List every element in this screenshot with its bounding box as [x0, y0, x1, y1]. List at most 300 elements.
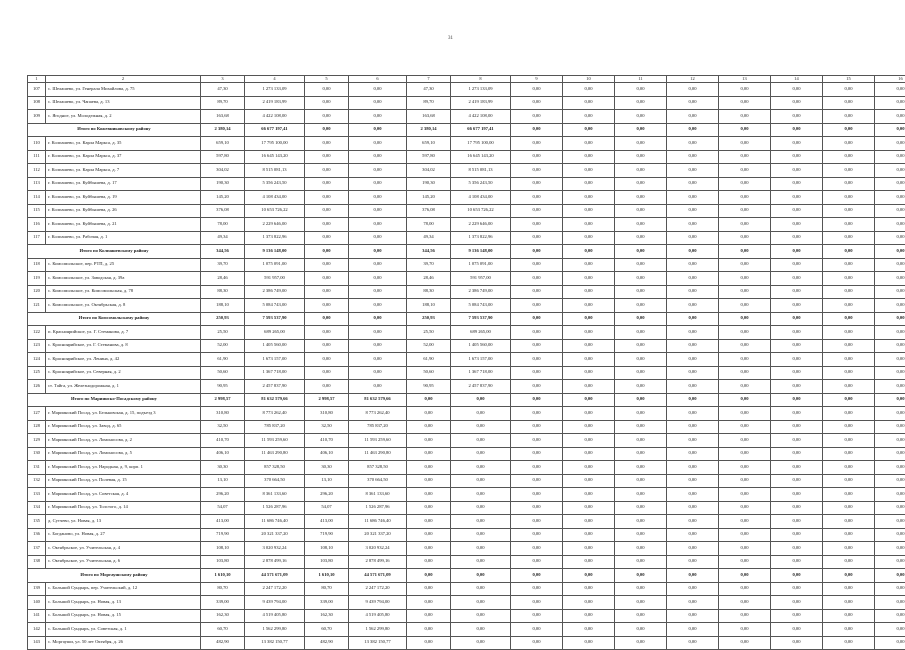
table-cell: 0,00 [719, 461, 771, 475]
table-cell: 0,00 [771, 123, 823, 137]
table-cell: 108,10 [305, 542, 349, 556]
table-cell: 11 593 259,60 [349, 434, 407, 448]
table-cell: 0,00 [875, 609, 905, 623]
table-cell: 0,00 [719, 137, 771, 151]
table-cell: 1 610,10 [305, 569, 349, 583]
table-cell: 0,00 [719, 204, 771, 218]
table-cell: 0,00 [563, 474, 615, 488]
table-cell: 0,00 [823, 218, 875, 232]
row-number: 143 [28, 636, 46, 650]
table-cell: 785 837,20 [245, 420, 305, 434]
table-cell: 2 878 499,16 [245, 555, 305, 569]
row-number: 128 [28, 420, 46, 434]
table-cell: 0,00 [719, 623, 771, 637]
table-cell: 0,00 [719, 96, 771, 110]
row-number: 123 [28, 339, 46, 353]
table-cell: 0,00 [511, 299, 563, 313]
address-cell: г. Колпашево, ул. Карла Маркса, д. 7 [46, 164, 201, 178]
table-cell: 0,00 [719, 231, 771, 245]
table-cell: 0,00 [823, 177, 875, 191]
table-cell: 20 321 337,20 [245, 528, 305, 542]
table-cell: 0,00 [771, 555, 823, 569]
table-cell: 11 686 746,40 [349, 515, 407, 529]
table-row [28, 420, 905, 434]
table-cell: 0,00 [771, 461, 823, 475]
table-cell: 0,00 [771, 501, 823, 515]
table-cell: 0,00 [667, 150, 719, 164]
table-cell: 0,00 [349, 258, 407, 272]
table-cell: 0,00 [719, 177, 771, 191]
table-cell: 0,00 [563, 393, 615, 407]
table-cell: 8 515 081,13 [451, 164, 511, 178]
row-number: 110 [28, 137, 46, 151]
table-cell: 0,00 [305, 137, 349, 151]
table-cell: 0,00 [771, 474, 823, 488]
subtotal-label: Итого по Колпашевскому району [28, 245, 201, 259]
table-cell: 44 571 671,09 [349, 569, 407, 583]
table-cell: 0,00 [615, 555, 667, 569]
table-cell: 0,00 [615, 164, 667, 178]
table-cell: 0,00 [667, 326, 719, 340]
table-cell: 0,00 [667, 353, 719, 367]
table-cell: 0,00 [667, 447, 719, 461]
subtotal-label: Итого по Мариинско-Посадскому району [28, 393, 201, 407]
table-cell: 0,00 [511, 123, 563, 137]
table-cell: 689 265,00 [451, 326, 511, 340]
table-cell: 0,00 [823, 407, 875, 421]
table-cell: 1 075 091,00 [245, 258, 305, 272]
table-cell: 0,00 [563, 177, 615, 191]
address-cell: г. Колпашево, ул. Карла Маркса, д. 37 [46, 150, 201, 164]
table-cell: 0,00 [563, 204, 615, 218]
address-cell: г. Мариинский Посад, ул. Народная, д. 9, корп. 1 [46, 461, 201, 475]
table-cell: 0,00 [719, 582, 771, 596]
table-cell: 0,00 [875, 123, 905, 137]
table-cell: 0,00 [511, 177, 563, 191]
table-cell: 0,00 [667, 123, 719, 137]
table-cell: 0,00 [305, 96, 349, 110]
table-cell: 0,00 [407, 569, 451, 583]
table-cell: 250,93 [201, 312, 245, 326]
table-cell: 0,00 [771, 380, 823, 394]
table-cell: 0,00 [615, 218, 667, 232]
table-cell: 0,00 [875, 623, 905, 637]
table-cell: 0,00 [615, 272, 667, 286]
table-cell: 0,00 [407, 501, 451, 515]
table-row [28, 380, 905, 394]
table-cell: 0,00 [305, 83, 349, 97]
table-cell: 0,00 [875, 326, 905, 340]
table-cell: 0,00 [875, 137, 905, 151]
address-cell: ст. Тайга, ул. Железнодорожная, д. 1 [46, 380, 201, 394]
table-cell: 81 632 579,66 [349, 393, 407, 407]
table-cell: 0,00 [407, 420, 451, 434]
repair-program-table [27, 75, 905, 650]
table-cell: 2 998,57 [201, 393, 245, 407]
table-cell: 0,00 [719, 434, 771, 448]
table-cell: 13 382 150,77 [245, 636, 305, 650]
subtotal-row [28, 569, 905, 583]
table-cell: 108,10 [201, 542, 245, 556]
table-cell: 0,00 [823, 123, 875, 137]
table-cell: 0,00 [875, 204, 905, 218]
table-cell: 344,56 [201, 245, 245, 259]
table-cell: 0,00 [823, 636, 875, 650]
table-cell: 0,00 [451, 461, 511, 475]
table-row [28, 299, 905, 313]
table-cell: 0,00 [511, 258, 563, 272]
table-cell: 163,68 [201, 110, 245, 124]
row-number: 115 [28, 204, 46, 218]
table-cell: 20 321 337,20 [349, 528, 407, 542]
row-number: 134 [28, 501, 46, 515]
table-cell: 0,00 [875, 353, 905, 367]
table-cell: 0,00 [451, 609, 511, 623]
table-cell: 0,00 [771, 569, 823, 583]
row-number: 130 [28, 447, 46, 461]
table-cell: 0,00 [771, 218, 823, 232]
table-cell: 0,00 [771, 393, 823, 407]
table-cell: 0,00 [407, 542, 451, 556]
table-cell: 0,00 [667, 110, 719, 124]
address-cell: г. Мариинский Посад, ул. Толстого, д. 14 [46, 501, 201, 515]
table-cell: 0,00 [511, 218, 563, 232]
table-cell: 0,00 [667, 569, 719, 583]
table-cell: 0,00 [719, 326, 771, 340]
table-cell: 0,00 [615, 285, 667, 299]
row-number: 114 [28, 191, 46, 205]
table-cell: 0,00 [511, 326, 563, 340]
table-cell: 0,00 [875, 447, 905, 461]
table-row [28, 164, 905, 178]
table-cell: 0,00 [511, 272, 563, 286]
table-cell: 0,00 [511, 542, 563, 556]
address-cell: с. Большой Сундырь, ул. Советская, д. 1 [46, 623, 201, 637]
table-cell: 0,00 [451, 569, 511, 583]
table-cell: 0,00 [667, 164, 719, 178]
table-cell: 0,00 [563, 542, 615, 556]
table-cell: 0,00 [823, 339, 875, 353]
table-cell: 719,90 [305, 528, 349, 542]
table-cell: 8 361 133,60 [349, 488, 407, 502]
table-cell: 0,00 [771, 231, 823, 245]
subtotal-row [28, 245, 905, 259]
table-cell: 2 878 499,16 [349, 555, 407, 569]
table-cell: 413,00 [201, 515, 245, 529]
table-cell: 0,00 [771, 258, 823, 272]
table-cell: 591 957,00 [451, 272, 511, 286]
table-cell: 0,00 [407, 447, 451, 461]
table-cell: 0,00 [349, 110, 407, 124]
table-cell: 0,00 [771, 150, 823, 164]
table-cell: 1 273 133,09 [451, 83, 511, 97]
table-cell: 190,30 [201, 177, 245, 191]
table-cell: 66 677 197,41 [451, 123, 511, 137]
subtotal-label: Итого по Кожевниковскому району [28, 123, 201, 137]
table-cell: 0,00 [823, 555, 875, 569]
table-cell: 370 664,50 [245, 474, 305, 488]
table-row [28, 488, 905, 502]
table-cell: 0,00 [349, 245, 407, 259]
column-header: 3 [201, 76, 245, 83]
table-cell: 0,00 [771, 609, 823, 623]
table-cell: 1 075 091,00 [451, 258, 511, 272]
table-cell: 0,00 [875, 110, 905, 124]
table-cell: 0,00 [511, 245, 563, 259]
table-cell: 0,00 [771, 285, 823, 299]
table-cell: 0,00 [305, 204, 349, 218]
table-cell: 1 562 299,80 [349, 623, 407, 637]
table-cell: 0,00 [667, 272, 719, 286]
table-cell: 0,00 [823, 164, 875, 178]
table-cell: 0,00 [349, 312, 407, 326]
table-row [28, 474, 905, 488]
address-cell: г. Колпашево, ул. Куйбышева, д. 19 [46, 191, 201, 205]
table-cell: 0,00 [875, 407, 905, 421]
table-cell: 0,00 [719, 339, 771, 353]
table-row [28, 501, 905, 515]
table-cell: 0,00 [349, 339, 407, 353]
table-cell: 0,00 [823, 380, 875, 394]
table-cell: 0,00 [511, 339, 563, 353]
table-row [28, 609, 905, 623]
table-cell: 0,00 [305, 312, 349, 326]
table-cell: 0,00 [305, 110, 349, 124]
table-cell: 0,00 [667, 231, 719, 245]
table-row [28, 204, 905, 218]
table-cell: 0,00 [667, 366, 719, 380]
table-cell: 0,00 [875, 285, 905, 299]
table-cell: 1 367 718,00 [245, 366, 305, 380]
table-cell: 0,00 [823, 96, 875, 110]
table-cell: 25,50 [201, 326, 245, 340]
table-cell: 0,00 [615, 461, 667, 475]
table-cell: 80,70 [305, 582, 349, 596]
table-cell: 0,00 [305, 299, 349, 313]
table-cell: 0,00 [875, 312, 905, 326]
row-number: 137 [28, 542, 46, 556]
table-cell: 0,00 [305, 191, 349, 205]
table-row [28, 339, 905, 353]
table-cell: 0,00 [563, 420, 615, 434]
table-cell: 44 571 671,09 [245, 569, 305, 583]
table-cell: 0,00 [823, 258, 875, 272]
table-cell: 0,00 [563, 191, 615, 205]
page-number: 31 [448, 36, 453, 41]
table-cell: 32,50 [201, 420, 245, 434]
table-cell: 39,70 [407, 258, 451, 272]
table-cell: 5 356 243,50 [451, 177, 511, 191]
table-cell: 0,00 [511, 474, 563, 488]
table-cell: 785 837,20 [349, 420, 407, 434]
address-cell: с. Большой Сундырь, пер. Учительский, д. 12 [46, 582, 201, 596]
table-cell: 0,00 [823, 326, 875, 340]
table-cell: 0,00 [563, 285, 615, 299]
table-cell: 0,00 [823, 83, 875, 97]
table-cell: 0,00 [615, 393, 667, 407]
table-cell: 0,00 [511, 596, 563, 610]
table-cell: 1 673 157,00 [245, 353, 305, 367]
table-cell: 0,00 [771, 542, 823, 556]
table-cell: 60,70 [201, 623, 245, 637]
table-cell: 0,00 [875, 299, 905, 313]
table-cell: 0,00 [511, 137, 563, 151]
table-cell: 11 463 290,80 [349, 447, 407, 461]
table-cell: 0,00 [875, 366, 905, 380]
address-cell: г. Колпашево, ул. Куйбышева, д. 26 [46, 204, 201, 218]
table-cell: 5 084 743,00 [245, 299, 305, 313]
table-cell: 310,80 [305, 407, 349, 421]
table-cell: 0,00 [563, 96, 615, 110]
address-cell: с. Шелашево, ул. Генерала Михайлова, д. 75 [46, 83, 201, 97]
table-cell: 0,00 [563, 137, 615, 151]
table-cell: 52,00 [201, 339, 245, 353]
table-cell: 54,07 [305, 501, 349, 515]
table-cell: 0,00 [667, 420, 719, 434]
table-cell: 8 515 081,13 [245, 164, 305, 178]
table-cell: 163,68 [407, 110, 451, 124]
table-cell: 2 386 749,00 [245, 285, 305, 299]
table-cell: 0,00 [451, 623, 511, 637]
table-cell: 162,30 [201, 609, 245, 623]
table-cell: 0,00 [667, 285, 719, 299]
row-number: 136 [28, 528, 46, 542]
row-number: 124 [28, 353, 46, 367]
table-cell: 0,00 [615, 515, 667, 529]
table-cell: 0,00 [771, 636, 823, 650]
table-cell: 10 653 726,22 [245, 204, 305, 218]
table-cell: 0,00 [305, 366, 349, 380]
row-number: 122 [28, 326, 46, 340]
table-cell: 0,00 [563, 299, 615, 313]
table-cell: 0,00 [719, 353, 771, 367]
table-cell: 250,93 [407, 312, 451, 326]
table-cell: 0,00 [563, 245, 615, 259]
table-cell: 304,02 [201, 164, 245, 178]
table-cell: 0,00 [771, 366, 823, 380]
column-header: 16 [875, 76, 905, 83]
table-cell: 0,00 [771, 582, 823, 596]
table-cell: 0,00 [875, 218, 905, 232]
table-cell: 0,00 [615, 434, 667, 448]
table-cell: 0,00 [563, 272, 615, 286]
column-header: 10 [563, 76, 615, 83]
table-cell: 5 084 743,00 [451, 299, 511, 313]
table-cell: 0,00 [667, 96, 719, 110]
table-cell: 0,00 [563, 447, 615, 461]
table-cell: 0,00 [305, 258, 349, 272]
table-cell: 0,00 [615, 542, 667, 556]
row-number: 112 [28, 164, 46, 178]
table-cell: 410,70 [305, 434, 349, 448]
table-cell: 659,10 [201, 137, 245, 151]
table-cell: 0,00 [511, 204, 563, 218]
row-number: 129 [28, 434, 46, 448]
table-cell: 0,00 [875, 542, 905, 556]
table-cell: 0,00 [615, 231, 667, 245]
table-cell: 4 519 405,80 [245, 609, 305, 623]
table-cell: 16 645 143,20 [245, 150, 305, 164]
table-cell: 406,10 [201, 447, 245, 461]
table-row [28, 326, 905, 340]
row-number: 142 [28, 623, 46, 637]
table-cell: 0,00 [511, 488, 563, 502]
address-cell: г. Колпашево, ул. Карла Маркса, д. 35 [46, 137, 201, 151]
table-cell: 4 519 405,80 [349, 609, 407, 623]
table-cell: 25,50 [407, 326, 451, 340]
table-cell: 0,00 [823, 488, 875, 502]
table-cell: 90,95 [201, 380, 245, 394]
column-header: 7 [407, 76, 451, 83]
table-cell: 0,00 [407, 596, 451, 610]
row-number: 131 [28, 461, 46, 475]
address-cell: с. Октябрьское, ул. Учительская, д. 4 [46, 542, 201, 556]
table-cell: 0,00 [615, 623, 667, 637]
table-cell: 659,10 [407, 137, 451, 151]
table-row [28, 231, 905, 245]
table-cell: 0,00 [719, 150, 771, 164]
table-cell: 0,00 [349, 366, 407, 380]
table-cell: 406,10 [305, 447, 349, 461]
table-cell: 591 957,00 [245, 272, 305, 286]
table-cell: 0,00 [875, 231, 905, 245]
table-cell: 0,00 [875, 96, 905, 110]
table-cell: 0,00 [615, 569, 667, 583]
address-cell: г. Мариинский Посад, ул. Ломоносова, д. 2 [46, 434, 201, 448]
table-cell: 0,00 [771, 447, 823, 461]
column-header: 8 [451, 76, 511, 83]
table-cell: 0,00 [511, 555, 563, 569]
table-cell: 0,00 [305, 177, 349, 191]
table-cell: 0,00 [349, 164, 407, 178]
table-cell: 1 526 287,96 [349, 501, 407, 515]
table-cell: 0,00 [719, 218, 771, 232]
table-cell: 17 795 100,00 [451, 137, 511, 151]
subtotal-row [28, 123, 905, 137]
table-cell: 0,00 [615, 96, 667, 110]
table-cell: 0,00 [667, 299, 719, 313]
table-cell: 0,00 [615, 596, 667, 610]
table-cell: 0,00 [615, 191, 667, 205]
table-cell: 2 247 172,20 [349, 582, 407, 596]
table-cell: 0,00 [667, 555, 719, 569]
table-cell: 0,00 [823, 191, 875, 205]
table-cell: 0,00 [823, 542, 875, 556]
table-cell: 1 610,10 [201, 569, 245, 583]
table-cell: 0,00 [667, 83, 719, 97]
address-cell: с. Большой Сундырь, ул. Новая, д. 13 [46, 596, 201, 610]
table-cell: 0,00 [875, 272, 905, 286]
table-cell: 0,00 [407, 461, 451, 475]
table-cell: 0,00 [349, 137, 407, 151]
table-cell: 0,00 [511, 393, 563, 407]
table-cell: 0,00 [451, 393, 511, 407]
address-cell: с. Шелашево, ул. Чапаева, д. 13 [46, 96, 201, 110]
column-number-row [28, 76, 905, 83]
table-cell: 0,00 [719, 407, 771, 421]
table-cell: 0,00 [563, 231, 615, 245]
table-cell: 8 773 262,40 [245, 407, 305, 421]
table-cell: 0,00 [563, 623, 615, 637]
table-cell: 0,00 [451, 515, 511, 529]
table-cell: 0,00 [771, 596, 823, 610]
table-row [28, 434, 905, 448]
table-cell: 0,00 [823, 501, 875, 515]
table-cell: 28,46 [407, 272, 451, 286]
table-cell: 88,30 [201, 285, 245, 299]
table-cell: 0,00 [771, 407, 823, 421]
table-cell: 0,00 [511, 528, 563, 542]
